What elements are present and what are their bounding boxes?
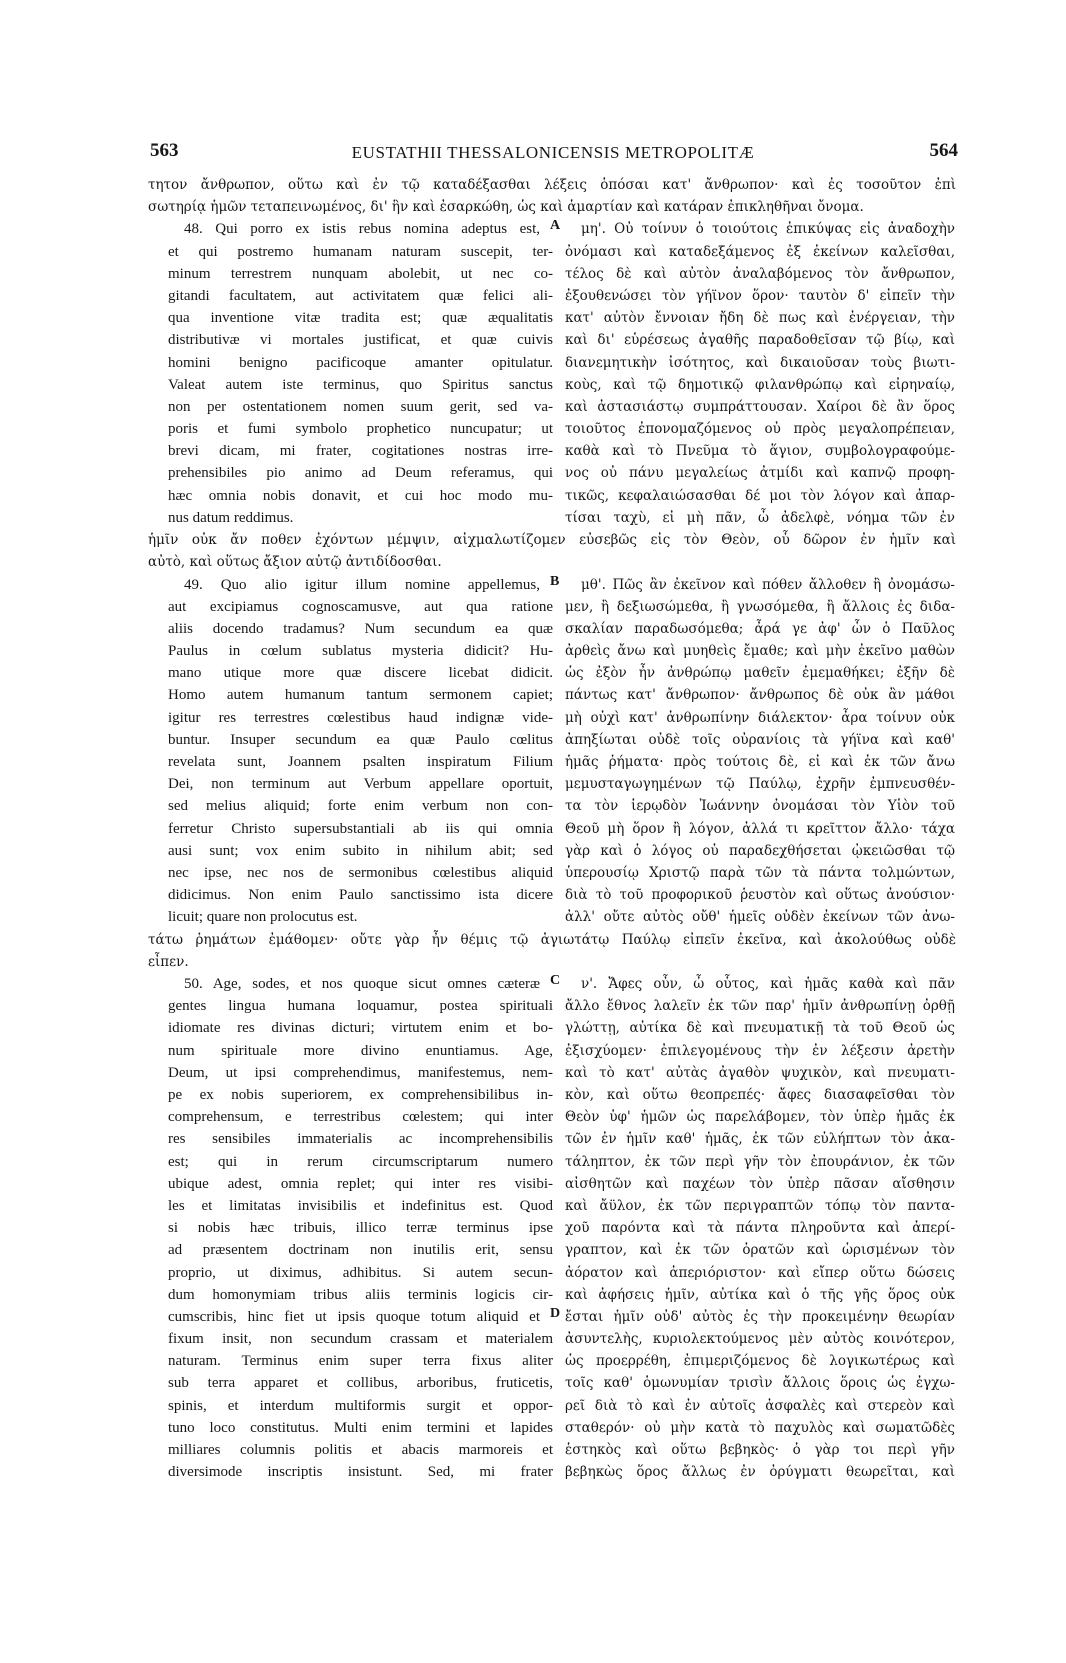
greek-column [565,973,955,1483]
latin-column [168,574,553,929]
latin-line: brevi dicam, mi frater, cogitationes nostras irre- [168,443,553,460]
latin-line: proprio, ut diximus, adhibitus. Si autem secun- [168,1264,553,1281]
latin-line: qua inventione vitæ tradita est; quæ æqualitatis [168,310,553,327]
parallel-columns [148,574,956,929]
greek-line: μθ'. Πῶς ἂν ἐκεῖνον καὶ πόθεν ἄλλοθεν ἢ ὀνομάσω- [581,576,955,593]
latin-line: prehensibiles pio animo ad Deum referamus, qui [168,465,553,482]
latin-line: aut excipiamus cognoscamusve, aut qua ratione [168,598,553,615]
greek-line: μὴ οὐχὶ κατ' ἀνθρωπίνην διάλεκτον· ἆρα τοίνυν οὐκ [565,709,955,726]
greek-line: ἀσυντελὴς, κυριολεκτούμενος μὲν αὐτὸς κοινότερον, [565,1331,955,1348]
latin-line: poris et fumi symbolo prophetico nuncupatur; ut [168,421,553,438]
greek-line: τίσαι ταχὺ, εἰ μὴ πᾶν, ὦ ἀδελφὲ, νόημα τῶν ἐν [565,509,955,526]
latin-line: idiomate res divinas dicturi; virtutem enim et bo- [168,1020,553,1037]
latin-line: pe ex nobis superiorem, ex comprehensibilibus in- [168,1087,553,1104]
greek-line: πάντως κατ' ἄνθρωπον· ἄνθρωπος δὲ οὐκ ἂν μάθοι [565,687,955,704]
column-number-right: 564 [929,140,958,161]
latin-line: diversimode inscriptis insistunt. Sed, mi frater [168,1464,553,1481]
latin-line: buntur. Insuper secundum ea quæ Paulo cœlitus [168,731,553,748]
latin-line: Dei, non terminum aut Verbum appellare oportuit, [168,776,553,793]
latin-line: minum terrestrem nunquam abolebit, ut nec co- [168,265,553,282]
latin-line: res sensibiles immaterialis ac incomprehensibilis [168,1131,553,1148]
greek-line: ὡς ἐξὸν ἦν ἀνθρώπῳ μαθεῖν ἐμεμαθήκει; ἐξῆν δὲ [565,665,955,682]
greek-line: καὶ δι' εὑρέσεως ἀγαθῆς παραδοθεῖσαν τῷ βίῳ, καὶ [565,332,955,349]
latin-line: spinis, et interdum multiformis surgit et oppor- [168,1397,553,1414]
greek-line: σταθερόν· οὐ μὴν κατὰ τὸ παχυλὸς καὶ σωματῶδὲς [565,1419,955,1436]
greek-line: καὶ ἄϋλον, ἐκ τῶν περιγραπτῶν τόπῳ τὸν παντα- [565,1197,955,1214]
greek-line: ρεῖ διὰ τὸ καὶ ἐν αὐτοῖς ἀσφαλὲς καὶ στερεὸν καὶ [565,1397,955,1414]
greek-line: διὰ τὸ τοῦ προφορικοῦ ῥευστὸν καὶ οὕτως ἀνούσιον· [565,887,955,904]
greek-line: σκαλίαν παραδωσόμεθα; ἆρά γε ἀφ' ὧν ὁ Παῦλος [565,620,955,637]
latin-line: ubique adest, omnia replet; qui inter res visibi- [168,1175,553,1192]
latin-line: Deum, ut ipsi comprehendimus, manifestemus, nem- [168,1064,553,1081]
greek-line: ὀνόμασι καὶ καταδεξάμενος ἐξ ἐκείνων καλεῖσθαι, [565,243,955,260]
latin-line: si nobis hæc tribuis, illico terræ terminus ipse [168,1220,553,1237]
greek-line: ἑστηκὸς καὶ οὕτω βεβηκὸς· ὁ γὰρ τοι περὶ γῆν [565,1442,955,1459]
greek-line: καὶ τὸ κατ' αὐτὰς ἀγαθὸν ψυχικὸν, καὶ πνευματι- [565,1064,955,1081]
greek-line: μεν, ἢ δεξιωσώμεθα, ἢ γνωσόμεθα, ἢ ἄλλοις ἐς διδα- [565,598,955,615]
greek-line: κὸν, καὶ οὕτω θεοπρεπές· ἄφες διασαφεῖσθαι τὸν [565,1087,955,1104]
latin-line: les et limitatas invisibilis et indefinitus est. Quod [168,1197,553,1214]
latin-line: ad præsentem doctrinam non inutilis erit, sensu [168,1242,553,1259]
latin-line: gitandi facultatem, aut activitatem quæ felici ali- [168,287,553,304]
greek-full-line: εἶπεν. [148,953,189,970]
latin-line: aliis docendo tradamus? Num secundum ea quæ [168,620,553,637]
greek-full-line: τητον ἄνθρωπον, οὕτω καὶ ἐν τῷ καταδέξασθαι λέξεις ὁπόσαι κατ' ἄνθρωπον· καὶ ἐς τοσοῦτον ἐπὶ [148,177,956,193]
greek-line: καὶ ἀφήσεις ἡμῖν, αὐτίκα καὶ ὁ τῆς γῆς ὅρος οὐκ [565,1286,955,1303]
greek-line: βεβηκὼς ὅρος ἄλλως ἐν ὀρύγματι θεωρεῖται, καὶ [565,1464,955,1481]
greek-line: μη'. Οὐ τοίνυν ὁ τοιούτοις ἐπικύψας εἰς ἀναδοχὴν [581,221,955,238]
section-letter-marker: D [550,1306,561,1322]
latin-line: distributivæ vi mortales justificat, et quæ cuivis [168,332,553,349]
parallel-columns [148,218,956,529]
greek-line: ἡμᾶς ῥήματα· πρὸς τούτοις δὲ, εἰ καὶ ἐκ τῶν ἄνω [565,754,955,771]
latin-line: dum homonymiam tribus aliis terminis logicis cir- [168,1286,553,1303]
greek-line: ὡς προερρέθη, ἐπιμεριζόμενος δὲ λογικωτέρως καὶ [565,1353,955,1370]
greek-line: καὶ ἀστασιάστῳ συμπράττουσαν. Χαίροι δὲ ἂν ὅρος [565,398,955,415]
latin-line: Paulus in cœlum sublatus mysteria didicit? Hu- [168,643,553,660]
latin-line: sed melius aliquid; forte enim verbum non con- [168,798,553,815]
column-number-left: 563 [150,140,179,161]
latin-line: et qui postremo humanam naturam suscepit, ter- [168,243,553,260]
latin-line: ferretur Christo supersubstantiali ab iis qui omnia [168,820,553,837]
latin-line: didicimus. Non enim Paulo sanctissimo ista dicere [168,887,553,904]
greek-line: τοιοῦτος ἐπονομαζόμενος οὐ πρὸς μεγαλοπρέπειαν, [565,421,955,438]
greek-line: κοὺς, καὶ τῷ δημοτικῷ φιλανθρώπῳ καὶ εἰρηναίῳ, [565,376,955,393]
greek-full-line: ἡμῖν οὐκ ἄν ποθεν ἐχόντων μέμψιν, αἰχμαλωτίζομεν εὐσεβῶς εἰς τὸν Θεὸν, οὗ δῶρον ἐν ἡμῖν καὶ [148,532,956,549]
latin-line: naturam. Terminus enim super terra fixus aliter [168,1353,553,1370]
greek-line: Θεοῦ μὴ ὅρον ἢ λόγον, ἀλλά τι κρεῖττον ἄλλο· τάχα [565,820,955,837]
latin-line: Homo autem humanum tantum sermonem capiet; [168,687,553,704]
latin-line: hæc omnia nobis donavit, et cui hoc modo mu- [168,487,553,504]
greek-line: νος οὐ πάνυ μεγαλείως ἀτμίδι καὶ καπνῷ προφη- [565,465,955,482]
latin-line: revelata sunt, Joannem psalten inspiratum Filium [168,754,553,771]
latin-line: est; qui in rerum circumscriptarum numero [168,1153,553,1170]
section-letter-marker: C [550,973,561,989]
greek-line: ν'. Ἄφες οὖν, ὦ οὗτος, καὶ ἡμᾶς καθὰ καὶ πᾶν [581,976,955,993]
greek-line: τικῶς, κεφαλαιώσασθαι δέ μοι τὸν λόγον καὶ ἀπαρ- [565,487,955,504]
latin-line: fixum insit, non secundum crassam et materialem [168,1331,553,1348]
greek-line: διανεμητικὴν ἰσότητος, καὶ δικαιοῦσαν τοὺς βιωτι- [565,354,955,371]
latin-line: sub terra apparet et collibus, arboribus, fruticetis, [168,1375,553,1392]
greek-full-line: αὐτὸ, καὶ οὕτως ἄξιον αὐτῷ ἀντιδίδοσθαι. [148,554,442,571]
greek-line: ἄλλο ἔθνος λαλεῖν ἐκ τῶν παρ' ἡμῖν ἀνθρωπίνῃ ὀρθῇ [565,998,955,1015]
full-width-passage [148,174,956,218]
full-width-passage [148,529,956,573]
latin-line: cumscribis, hinc fiet ut ipsis quoque totum aliquid et [168,1308,540,1325]
greek-line: τάληπτον, ἐκ τῶν περὶ γῆν τὸν ἐπουράνιον, ἐκ τῶν [565,1153,955,1170]
latin-line: gentes lingua humana loquamur, postea spirituali [168,998,553,1015]
latin-line: milliares columnis politis et abacis marmoreis et [168,1442,553,1459]
greek-line: κατ' αὐτὸν ἔννοιαν ἤδη δὲ πως καὶ ἐνέργειαν, τὴν [565,310,955,327]
latin-line: nec ipse, nec nos de sermonibus cœlestibus aliquid [168,864,553,881]
latin-line: 48. Qui porro ex istis rebus nomina adeptus est, [184,221,540,238]
latin-line: 49. Quo alio igitur illum nomine appellemus, [184,576,540,593]
latin-line: 50. Age, sodes, et nos quoque sicut omnes cæteræ [184,976,540,993]
latin-line: licuit; quare non prolocutus est. [168,909,358,926]
greek-line: τῶν ἐν ἡμῖν καθ' ἡμᾶς, ἐκ τῶν εὐλήπτων τὸν ἀκα- [565,1131,955,1148]
latin-line: Valeat autem iste terminus, quo Spiritus sanctus [168,376,553,393]
greek-line: ἐξισχύομεν· ἐπιλεγομένους τὴν ἐν λέξεσιν ἀρετὴν [565,1042,955,1059]
greek-line: μεμυσταγωγημένων τῷ Παύλῳ, ἐχρῆν ἐμπνευσθέν- [565,776,955,793]
greek-line: γὰρ καὶ ὁ λόγος οὐ παραδεχθήσεται ᾠκειῶσθαι τῷ [565,842,955,859]
latin-column [168,973,553,1483]
latin-line: tuno loco constitutus. Multi enim termini et lapides [168,1419,553,1436]
greek-line: ἀπηξίωται οὐδὲ τοῖς οὐρανίοις τὰ γήϊνα καὶ καθ' [565,731,955,748]
section-letter-marker: A [550,218,561,234]
greek-column [565,218,955,529]
greek-line: Θεὸν ὑφ' ἡμῶν ὡς παρελάβομεν, τὸν ὑπὲρ ἡμᾶς ἐκ [565,1109,955,1126]
greek-line: γλώττῃ, αὐτίκα δὲ καὶ πνευματικῇ τὰ τοῦ Θεοῦ ὡς [565,1020,955,1037]
greek-line: ὑπερουσίῳ Χριστῷ παρὰ τῶν τὰ πάντα τολμώντων, [565,864,955,881]
latin-line: mano utique more quæ discere licebat didicit. [168,665,553,682]
latin-column [168,218,553,529]
parallel-columns [148,973,956,1484]
greek-full-line: τάτω ῥημάτων ἐμάθομεν· οὔτε γὰρ ἦν θέμις τῷ ἁγιωτάτῳ Παύλῳ εἰπεῖν ἐκεῖνα, καὶ ἀκολούθως οὐδὲ [148,931,956,948]
latin-line: comprehensum, e terrestribus cœlestem; qui inter [168,1109,553,1126]
page-text [148,174,956,1484]
greek-line: ἔσται ἡμῖν οὐδ' αὐτὸς ἐς τὴν προκειμένην θεωρίαν [565,1308,955,1325]
greek-line: αἰσθητῶν καὶ παχέων τὸν ὑπὲρ πᾶσαν αἴσθησιν [565,1175,955,1192]
greek-line: τα τὸν ἱερῳδὸν Ἰωάννην ὀνομάσαι τὸν Υἱὸν τοῦ [565,798,955,815]
greek-line: καθὰ καὶ τὸ Πνεῦμα τὸ ἅγιον, συμβολογραφούμε- [565,443,955,460]
greek-line: τέλος δὲ καὶ αὐτὸν ἀναλαβόμενος τὸν ἄνθρωπον, [565,265,955,282]
latin-line: nus datum reddimus. [168,509,294,526]
greek-line: γραπτον, καὶ ἐκ τῶν ὁρατῶν καὶ ὡρισμένων τὸν [565,1242,955,1259]
running-title: EUSTATHII THESSALONICENSIS METROPOLITÆ [351,143,755,162]
greek-line: ἐξουθενώσει τὸν γήϊνον ὅρον· ταυτὸν δ' εἰπεῖν τὴν [565,287,955,304]
greek-line: ἀρθεὶς ἄνω καὶ μυηθεὶς ἔμαθε; καὶ μὴν ἐκεῖνο μαθὼν [565,643,955,660]
greek-line: ἀλλ' οὔτε αὐτὸς οὔθ' ἡμεῖς οὐδὲν ἐκείνων τῶν ἀνω- [565,909,955,926]
greek-line: τοῖς καθ' ὁμωνυμίαν τρισὶν ἄλλοις ὅροις ὡς ἐγχω- [565,1375,955,1392]
greek-line: ἀόρατον καὶ ἀπεριόριστον· καὶ εἴπερ οὕτω δώσεις [565,1264,955,1281]
greek-line: χοῦ παρόντα καὶ τὰ πάντα πληροῦντα καὶ ἀπερί- [565,1220,955,1237]
latin-line: ausi sunt; vox enim subito in nihilum abit; sed [168,842,553,859]
latin-line: homini benigno pacificoque amanter opitulatur. [168,354,553,371]
latin-line: num spirituale more divino enuntiamus. Age, [168,1042,553,1059]
full-width-passage [148,929,956,973]
latin-line: non per ostentationem nomen suum gerit, sed va- [168,398,553,415]
greek-full-line: σωτηρίᾳ ἡμῶν τεταπεινωμένος, δι' ἣν καὶ ἐσαρκώθη, ὡς καὶ ἁμαρτίαν καὶ κατάραν ἐπικληθῆναι ὄνομα. [148,199,864,216]
greek-column [565,574,955,929]
section-letter-marker: B [550,573,560,589]
latin-line: igitur res terrestres cœlestibus haud indignæ vide- [168,709,553,726]
